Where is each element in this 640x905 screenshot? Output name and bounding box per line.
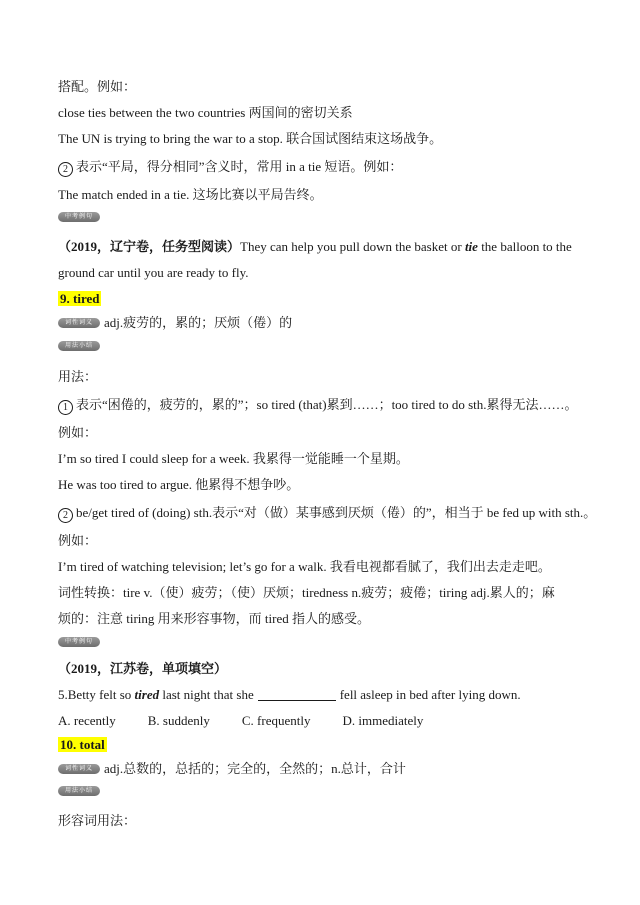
section-heading (58, 736, 107, 754)
text-line: 例如： (58, 533, 98, 548)
text-line: 用法： (58, 369, 98, 384)
answer-blank (258, 688, 336, 701)
example-sentence: The UN is trying to bring the war to a stop. 联合国试图结束这场战争。 (58, 131, 443, 146)
option-c: C. frequently (241, 713, 311, 728)
option-a: A. recently (58, 713, 116, 728)
text-line: 搭配。例如： (58, 79, 137, 94)
conversion-text: 烦的：注意 tiring 用来形容事物，而 tired 指人的感受。 (58, 611, 370, 626)
keyword: tie (464, 239, 478, 254)
usage-text: 表示“平局，得分相同”含义时，常用 in a tie 短语。例如： (76, 159, 403, 174)
options (58, 712, 455, 730)
example-sentence: I’m so tired I could sleep for a week. 我累得一觉能睡一个星期。 (58, 451, 409, 466)
example-sentence: close ties between the two countries 两国间的密切关系 (58, 105, 353, 120)
definition: adj.总数的，总括的；完全的，全然的；n.总计，合计 (104, 761, 406, 776)
example-sentence: The match ended in a tie. 这场比赛以平局告终。 (58, 187, 323, 202)
meaning-badge: 词性词义 (58, 318, 100, 328)
circled-number: 1 (58, 400, 73, 415)
exam-source: （2019，江苏卷，单项填空） (58, 661, 228, 676)
option-d: D. immediately (342, 713, 424, 728)
usage-point (58, 158, 402, 177)
question-text: last night that she (159, 687, 254, 702)
conversion-text: 词性转换：tire v.（使）疲劳；（使）厌烦；tiredness n.疲劳；疲倦；tiring adj.累人的；麻 (58, 585, 555, 600)
example-sentence: He was too tired to argue. 他累得不想争吵。 (58, 477, 300, 492)
usage-point (58, 504, 596, 523)
usage-text: be/get tired of (doing) sth.表示“对（做）某事感到厌烦（倦）的”，相当于 be fed up with sth.。 (76, 505, 597, 520)
exam-text: They can help you pull down the basket or (240, 239, 465, 254)
meaning-badge: 词性词义 (58, 764, 100, 774)
usage-point (58, 396, 578, 415)
exam-example-badge: 中考例句 (58, 637, 100, 647)
exam-source: （2019，辽宁卷，任务型阅读） (58, 239, 241, 254)
usage-text: 表示“困倦的，疲劳的，累的”；so tired (that)累到……；too tired to do sth.累得无法……。 (76, 397, 578, 412)
definition: adj.疲劳的，累的；厌烦（倦）的 (104, 315, 293, 330)
text-line: 形容词用法： (58, 813, 137, 828)
circled-number: 2 (58, 508, 73, 523)
text-line: 例如： (58, 425, 98, 440)
exam-text: the balloon to the (477, 239, 572, 254)
section-heading (58, 290, 101, 308)
option-b: B. suddenly (147, 713, 210, 728)
exam-example-badge: 中考例句 (58, 212, 100, 222)
usage-badge: 用法小结 (58, 786, 100, 796)
question-text: 5.Betty felt so (58, 687, 135, 702)
question-text: fell asleep in bed after lying down. (339, 687, 521, 702)
example-sentence: I’m tired of watching television; let’s go for a walk. 我看电视都看腻了，我们出去走走吧。 (58, 559, 551, 574)
usage-badge: 用法小结 (58, 341, 100, 351)
exam-example (58, 238, 572, 256)
question (58, 686, 521, 704)
heading-highlight: 10. total (60, 737, 105, 752)
circled-number: 2 (58, 162, 73, 177)
heading-highlight: 9. tired (60, 291, 100, 306)
exam-example-cont: ground car until you are ready to fly. (58, 265, 249, 280)
keyword: tired (134, 687, 160, 702)
